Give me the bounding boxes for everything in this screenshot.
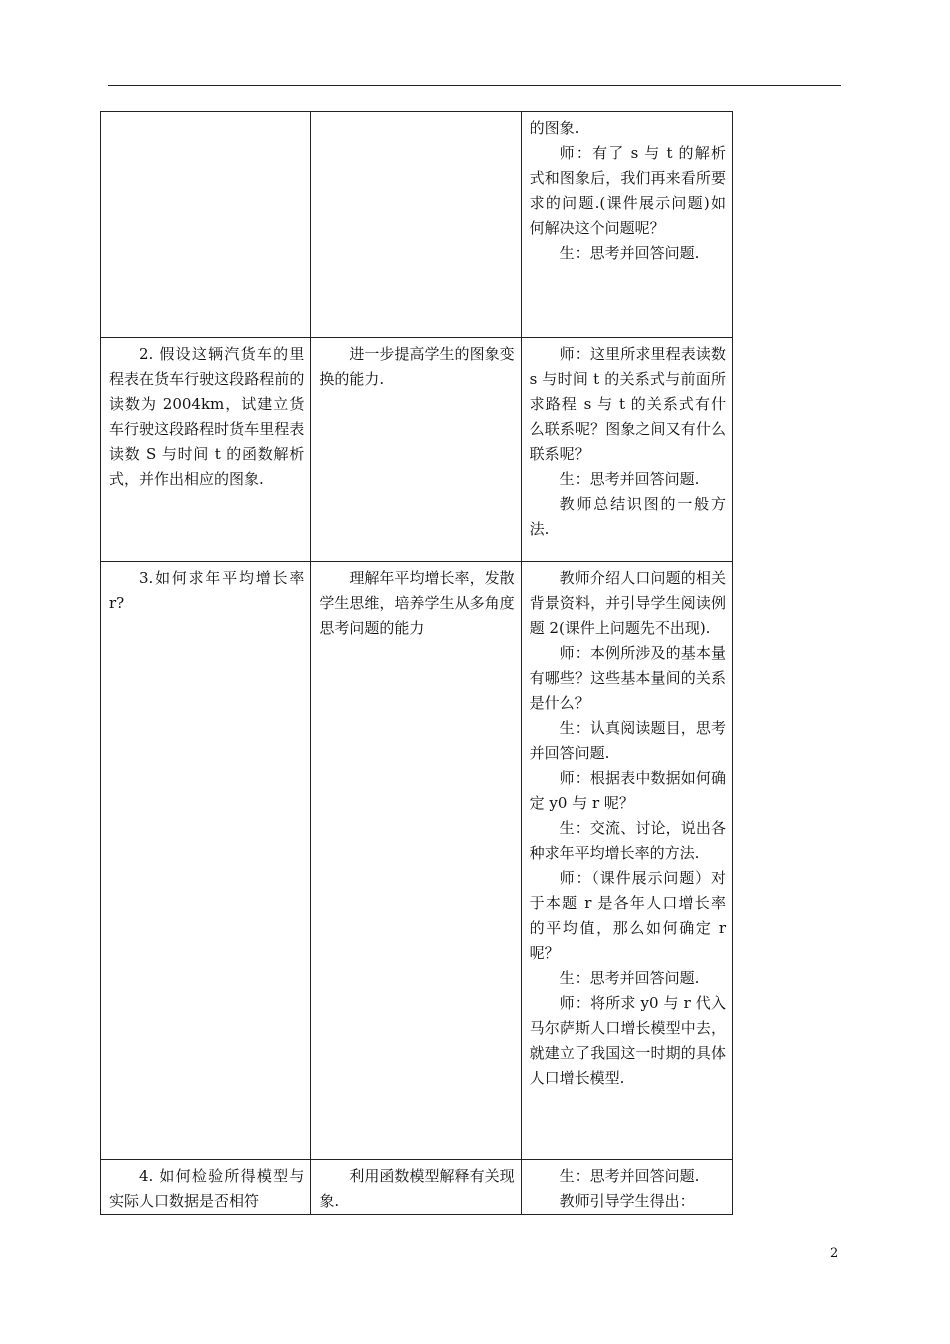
table-row — [101, 562, 733, 1160]
cell-paragraph: 2. 假设这辆汽货车的里程表在货车行驶这段路程前的读数为 2004km，试建立货车行驶这段路程时货车里程表读数 S 与时间 t 的函数解析式，并作出相应的图象. — [109, 345, 305, 488]
cell-paragraph: 教师引导学生得出： — [559, 1192, 695, 1210]
cell-paragraph: 的图象. — [529, 119, 580, 137]
purpose-cell — [311, 338, 521, 562]
question-cell — [101, 1160, 311, 1215]
question-cell — [101, 112, 311, 338]
cell-paragraph: 师：根据表中数据如何确定 y0 与 r 呢？ — [529, 769, 726, 812]
cell-paragraph: 4. 如何检验所得模型与实际人口数据是否相符 — [109, 1167, 305, 1210]
cell-paragraph: 师：本例所涉及的基本量有哪些？这些基本量间的关系是什么？ — [529, 644, 726, 712]
page-number: 2 — [830, 1246, 839, 1261]
cell-paragraph: 生：思考并回答问题. — [559, 969, 700, 987]
table-row — [101, 1160, 733, 1215]
cell-paragraph: 生：认真阅读题目，思考并回答问题. — [529, 719, 726, 762]
cell-paragraph: 生：思考并回答问题. — [559, 1167, 700, 1185]
purpose-cell — [311, 562, 521, 1160]
header-rule — [108, 85, 841, 86]
cell-paragraph: 理解年平均增长率，发散学生思维，培养学生从多角度思考问题的能力 — [319, 569, 515, 637]
table-row — [101, 112, 733, 338]
cell-paragraph: 师：将所求 y0 与 r 代入马尔萨斯人口增长模型中去，就建立了我国这一时期的具体人口增长模型. — [529, 994, 726, 1087]
activity-cell — [521, 338, 732, 562]
cell-paragraph: 生：思考并回答问题. — [559, 470, 700, 488]
activity-cell — [521, 112, 732, 338]
cell-paragraph: 师：（课件展示问题）对于本题 r 是各年人口增长率的平均值，那么如何确定 r 呢？ — [529, 869, 726, 962]
purpose-cell — [311, 112, 521, 338]
cell-paragraph: 师：这里所求里程表读数 s 与时间 t 的关系式与前面所求路程 s 与 t 的关系式有什么联系呢？图象之间又有什么联系呢？ — [529, 345, 726, 463]
cell-paragraph: 生：交流、讨论，说出各种求年平均增长率的方法. — [529, 819, 726, 862]
question-cell — [101, 338, 311, 562]
cell-paragraph: 利用函数模型解释有关现象. — [319, 1167, 515, 1210]
cell-paragraph: 3.如何求年平均增长率 r? — [109, 569, 305, 612]
cell-paragraph: 教师总结识图的一般方法. — [529, 495, 726, 538]
table-row — [101, 338, 733, 562]
cell-paragraph: 教师介绍人口问题的相关背景资料，并引导学生阅读例题 2(课件上问题先不出现). — [529, 569, 726, 637]
cell-paragraph: 进一步提高学生的图象变换的能力. — [319, 345, 515, 388]
activity-cell — [521, 562, 732, 1160]
activity-cell — [521, 1160, 732, 1215]
purpose-cell — [311, 1160, 521, 1215]
question-cell — [101, 562, 311, 1160]
lesson-table — [100, 111, 733, 1215]
cell-paragraph: 师：有了 s 与 t 的解析式和图象后，我们再来看所要求的问题.(课件展示问题)如何解决这个问题呢？ — [529, 144, 726, 237]
cell-paragraph: 生：思考并回答问题. — [559, 244, 700, 262]
